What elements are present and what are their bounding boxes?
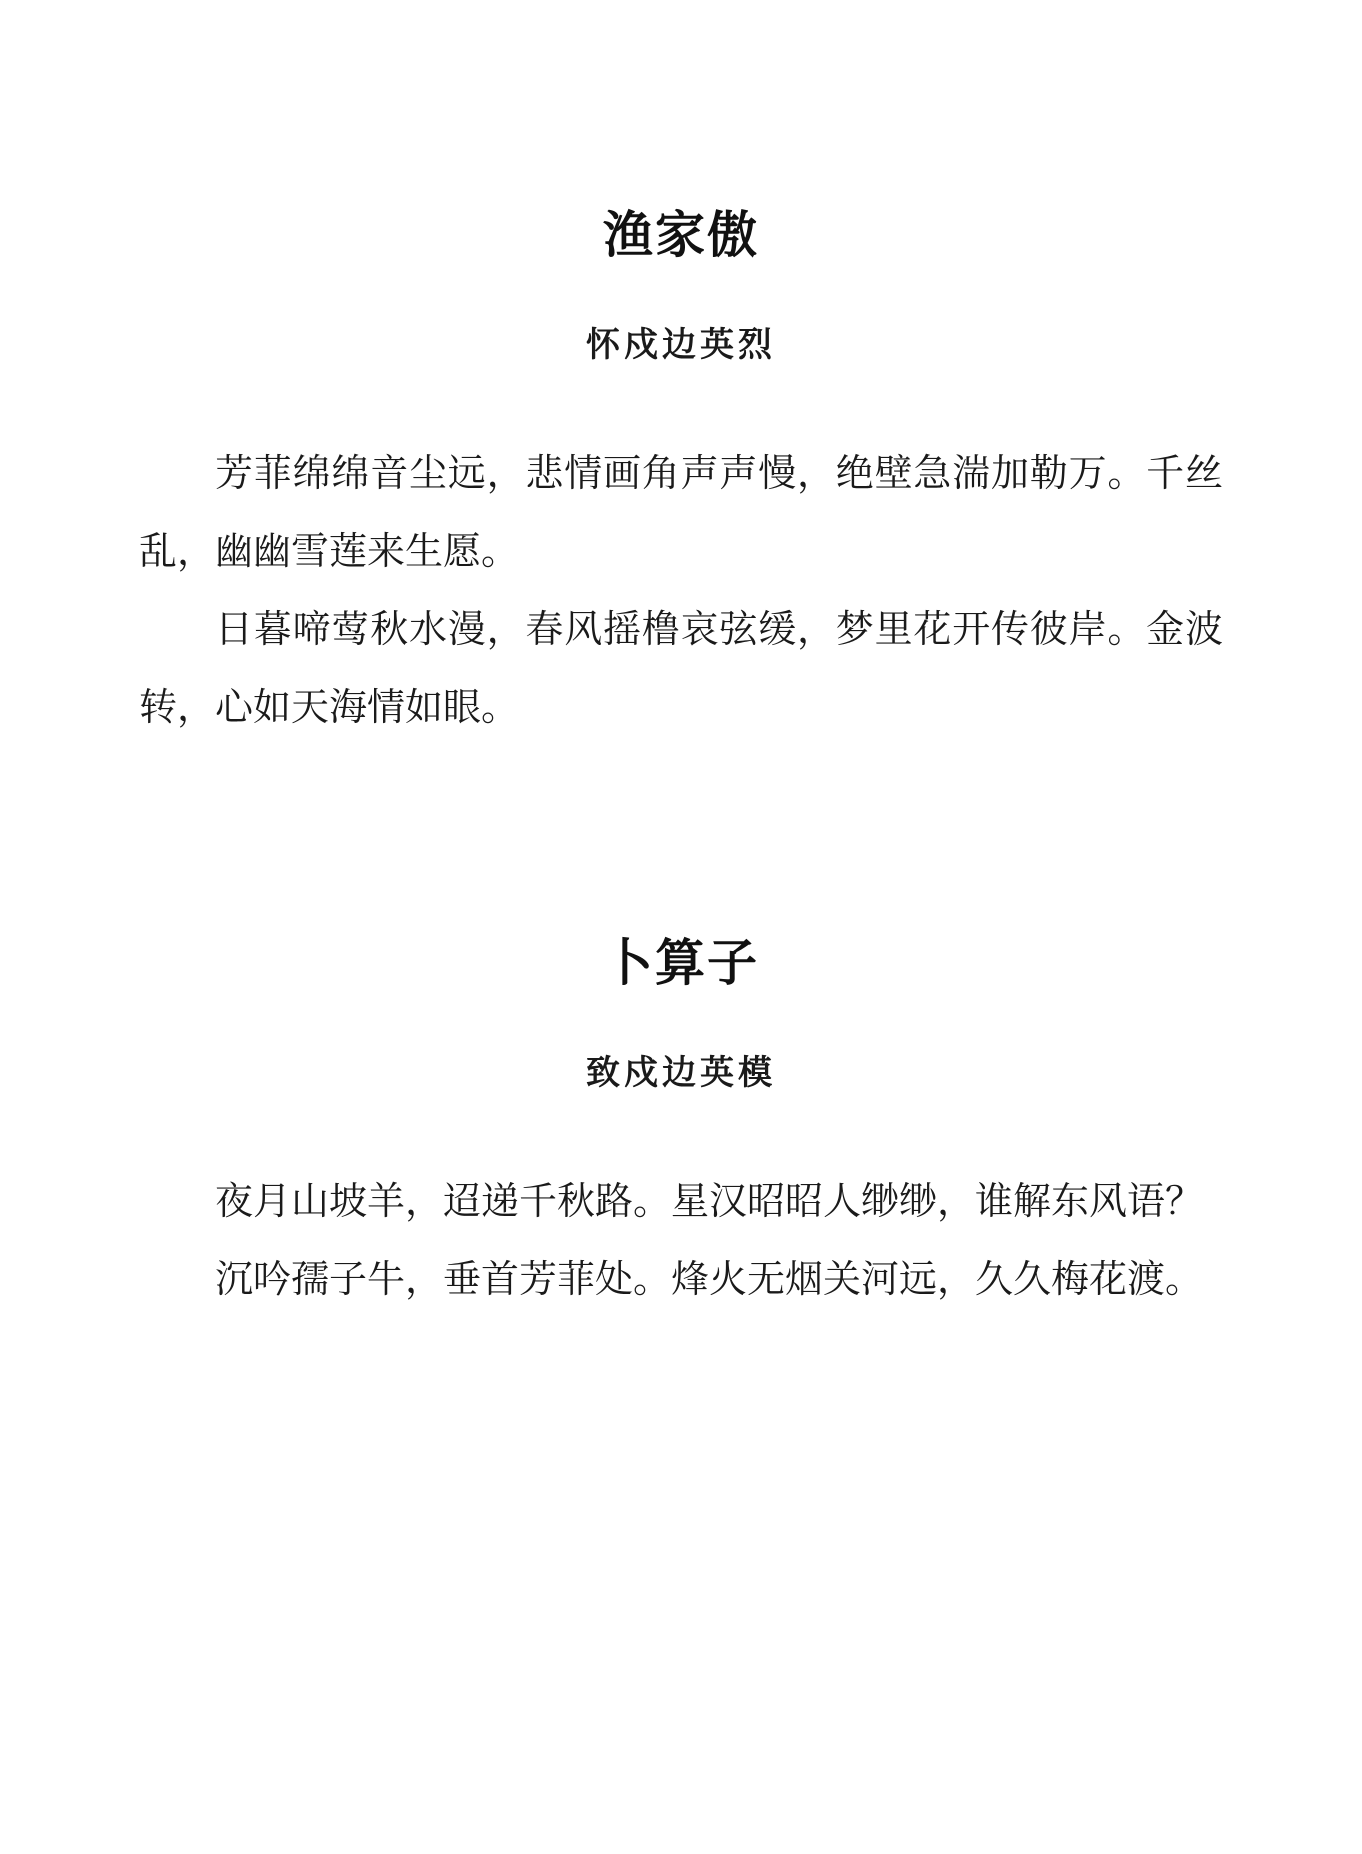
stanza: 沉吟孺子牛，垂首芳菲处。烽火无烟关河远，久久梅花渡。: [215, 1257, 1204, 1301]
poem-title: 渔家傲: [603, 206, 759, 264]
stanza: 芳菲绵绵音尘远，悲情画角声声慢，绝壁急湍加勒万。千丝乱，幽幽雪莲来生愿。: [139, 451, 1223, 573]
poem-subtitle: 致戍边英模: [586, 1053, 776, 1093]
stanza: 夜月山坡羊，迢递千秋路。星汉昭昭人缈缈，谁解东风语？: [215, 1179, 1204, 1223]
stanza: 日暮啼莺秋水漫，春风摇橹哀弦缓，梦里花开传彼岸。金波转，心如天海情如眼。: [139, 607, 1223, 729]
poem-body: [139, 1162, 1223, 1318]
poem-busuanzi: [139, 928, 1223, 1318]
poem-body: [139, 434, 1223, 746]
poem-title: 卜算子: [603, 934, 759, 992]
poem-yujiaao: [139, 200, 1223, 746]
poem-subtitle: 怀戍边英烈: [586, 325, 776, 365]
